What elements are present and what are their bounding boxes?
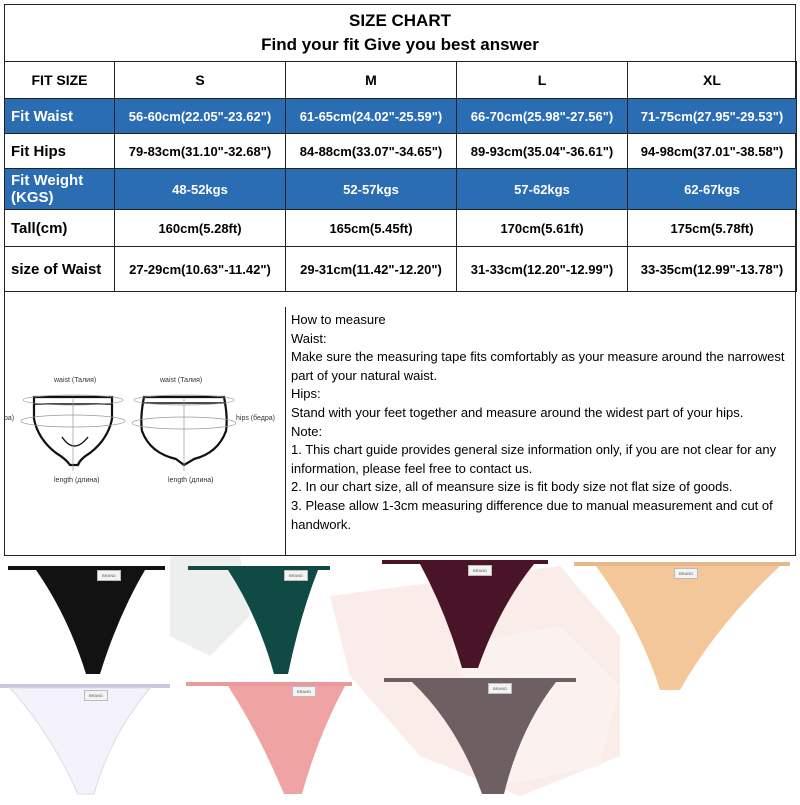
column-header-m: M [286,62,457,99]
row-label-fit-waist: Fit Waist [5,99,115,134]
note-item-3: 3. Please allow 1-3cm measuring difference due to manual measurement and cut of handwork. [291,497,773,532]
table-cell: 56-60cm(22.05"-23.62") [115,99,286,134]
table-cell: 160cm(5.28ft) [115,210,286,247]
title-block [5,5,795,62]
thong-peach-body [596,566,780,690]
table-cell: 52-57kgs [286,169,457,210]
note-item-2: 2. In our chart size, all of meansure size is fit body size not flat size of goods. [291,479,733,495]
thong-black-body [36,570,145,674]
table-cell: 62-67kgs [628,169,797,210]
row-label-fit-weight-line2: (KGS) [11,189,54,206]
table-cell: 84-88cm(33.07"-34.65") [286,134,457,169]
faded-background-garments [170,556,620,796]
waist-label-right: waist (Талия) [160,377,203,384]
row-label-size-of-waist: size of Waist [5,247,115,292]
measure-notes [291,311,791,534]
table-row-fit-weight [5,169,797,210]
table-row-fit-hips [5,134,797,169]
hips-text: Stand with your feet together and measure around the widest part of your hips. [291,404,744,420]
waist-text: Make sure the measuring tape fits comfortably as your measure around the narrowest part of your natural waist. [291,349,785,383]
table-cell: 94-98cm(37.01"-38.58") [628,134,797,169]
length-label-right: length (длина) [168,477,214,484]
page-subtitle: Find your fit Give you best answer [261,35,539,54]
column-header-xl: XL [628,62,797,99]
brand-tag: BRAND [674,568,698,579]
table-cell: 57-62kgs [457,169,628,210]
table-cell: 29-31cm(11.42"-12.20") [286,247,457,292]
hips-label-right: hips (бедра) [236,415,275,422]
table-row-tall [5,210,797,247]
note-item-1: 1. This chart guide provides general size information only, if you are not clear for any information, please feel free to contact us. [291,442,777,476]
table-cell: 175cm(5.78ft) [628,210,797,247]
product-photos [0,556,800,800]
column-header-fit-size: FIT SIZE [5,62,115,99]
thong-pink-body [228,686,345,794]
brand-tag: BRAND [488,683,512,694]
table-row-fit-waist [5,99,797,134]
waist-heading: Waist: [291,330,327,346]
table-cell: 48-52kgs [115,169,286,210]
row-label-fit-weight-line1: Fit Weight [11,172,84,189]
column-header-s: S [115,62,286,99]
column-header-l: L [457,62,628,99]
table-cell: 27-29cm(10.63"-11.42") [115,247,286,292]
row-label-tall: Tall(cm) [5,210,115,247]
table-cell: 61-65cm(24.02"-25.59") [286,99,457,134]
product-photo-collage [0,556,800,800]
brand-tag: BRAND [292,686,316,697]
row-label-fit-weight [5,169,115,210]
measurement-diagram [4,307,286,556]
size-chart-sheet [4,4,796,556]
row-label-fit-hips: Fit Hips [5,134,115,169]
page-title: SIZE CHART [349,11,451,30]
table-cell: 31-33cm(12.20"-12.99") [457,247,628,292]
table-cell: 66-70cm(25.98"-27.56") [457,99,628,134]
size-table [4,61,797,292]
table-row-size-of-waist [5,247,797,292]
thong-white-body [10,688,150,794]
brand-tag: BRAND [468,565,492,576]
thong-black [8,568,165,674]
thong-pink [186,684,352,794]
notes-heading: How to measure [291,312,386,327]
table-cell: 170cm(5.61ft) [457,210,628,247]
length-label-left: length (длина) [54,477,100,484]
table-header-row [5,62,797,99]
note-heading: Note: [291,423,323,439]
brand-tag: BRAND [284,570,308,581]
table-cell: 165cm(5.45ft) [286,210,457,247]
thong-white [0,686,170,794]
hips-label-left: ра) [4,415,15,422]
table-cell: 33-35cm(12.99"-13.78") [628,247,797,292]
brand-tag: BRAND [97,570,121,581]
table-cell: 71-75cm(27.95"-29.53") [628,99,797,134]
table-cell: 79-83cm(31.10"-32.68") [115,134,286,169]
briefs-diagram-illustration [4,307,285,556]
waist-label-left: waist (Талия) [54,377,97,384]
table-cell: 89-93cm(35.04"-36.61") [457,134,628,169]
measure-info-area [4,307,796,556]
brand-tag: BRAND [84,690,108,701]
hips-heading: Hips: [291,386,321,402]
